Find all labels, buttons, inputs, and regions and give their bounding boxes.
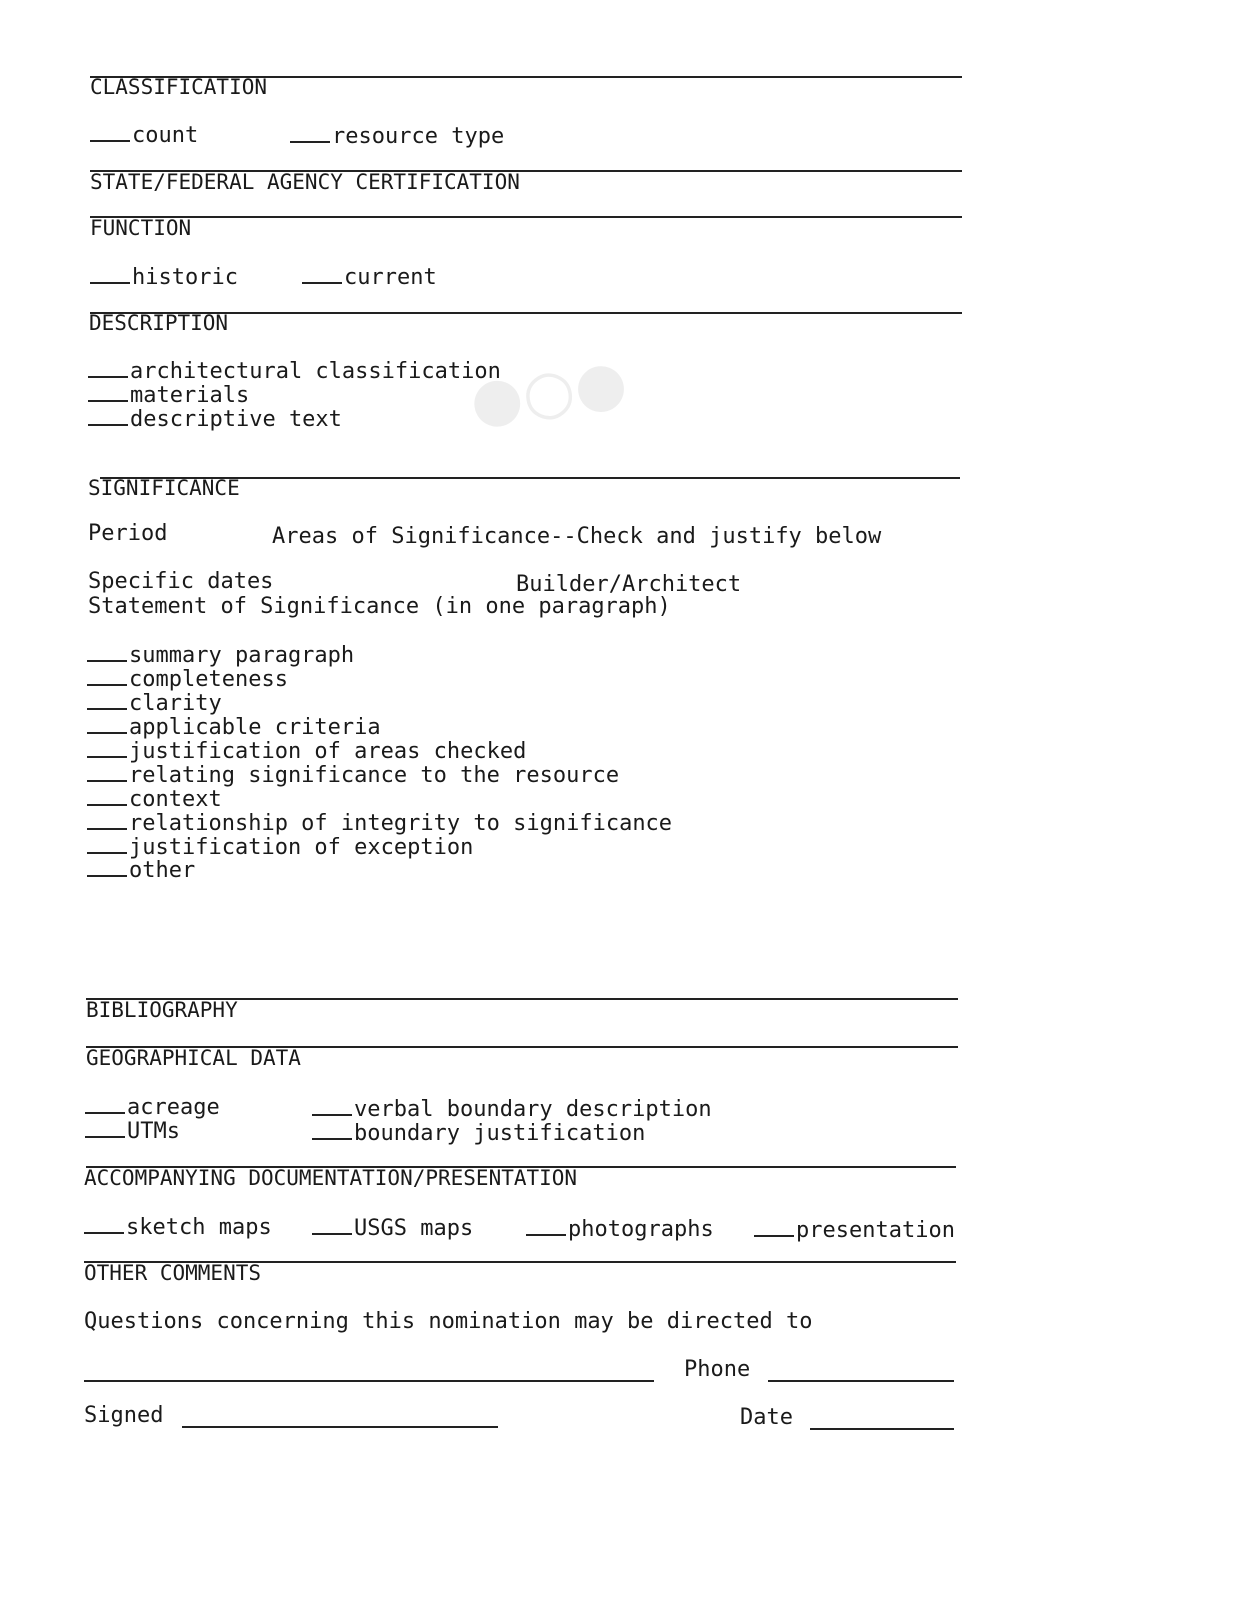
checkbox-blank[interactable] xyxy=(84,1214,124,1234)
checkbox-relating-significance[interactable] xyxy=(87,762,619,788)
checkbox-blank[interactable] xyxy=(88,406,128,426)
specific-dates-label: Specific dates xyxy=(88,569,274,594)
checkbox-usgs-maps[interactable] xyxy=(312,1215,473,1241)
checkbox-blank[interactable] xyxy=(87,690,127,710)
checkbox-label: descriptive text xyxy=(130,407,342,432)
checkbox-relationship-integrity[interactable] xyxy=(87,810,672,836)
checkbox-utms[interactable] xyxy=(85,1118,180,1144)
checkbox-boundary-justification[interactable] xyxy=(312,1120,645,1146)
checkbox-label: historic xyxy=(132,265,238,290)
areas-label: Areas of Significance--Check and justify below xyxy=(272,524,882,549)
checkbox-blank[interactable] xyxy=(88,358,128,378)
checkbox-blank[interactable] xyxy=(87,666,127,686)
checkbox-label: justification of exception xyxy=(129,835,474,860)
checkbox-blank[interactable] xyxy=(312,1120,352,1140)
checkbox-label: sketch maps xyxy=(126,1215,272,1240)
signed-label: Signed xyxy=(84,1403,164,1428)
checkbox-blank[interactable] xyxy=(87,810,127,830)
signature-field[interactable] xyxy=(182,1426,498,1428)
geographical-heading: GEOGRAPHICAL DATA xyxy=(86,1046,301,1070)
checkbox-blank[interactable] xyxy=(312,1096,352,1116)
date-field[interactable] xyxy=(810,1428,954,1430)
checkbox-count[interactable] xyxy=(90,122,198,148)
checkbox-blank[interactable] xyxy=(526,1216,566,1236)
checkbox-blank[interactable] xyxy=(87,857,127,877)
checkbox-label: other xyxy=(129,858,196,883)
checkbox-label: current xyxy=(344,265,437,290)
checkbox-label: resource type xyxy=(332,124,505,149)
checkbox-historic[interactable] xyxy=(90,264,238,290)
faint-stamp-watermark: ●○● xyxy=(465,346,632,438)
checkbox-applicable-criteria[interactable] xyxy=(87,714,381,740)
checkbox-label: materials xyxy=(130,383,250,408)
significance-heading: SIGNIFICANCE xyxy=(88,476,240,500)
checkbox-label: boundary justification xyxy=(354,1121,646,1146)
checkbox-label: count xyxy=(132,123,199,148)
date-label: Date xyxy=(740,1405,793,1430)
comments-heading: OTHER COMMENTS xyxy=(84,1261,262,1285)
checkbox-label: justification of areas checked xyxy=(129,739,527,764)
checkbox-blank[interactable] xyxy=(90,264,130,284)
period-label: Period xyxy=(88,521,168,546)
checkbox-label: clarity xyxy=(129,691,222,716)
checkbox-label: acreage xyxy=(127,1095,220,1120)
classification-heading: CLASSIFICATION xyxy=(90,75,268,99)
rule-function xyxy=(90,216,962,218)
checkbox-clarity[interactable] xyxy=(87,690,222,716)
checkbox-blank[interactable] xyxy=(90,122,130,142)
checkbox-resource-type[interactable] xyxy=(290,123,504,149)
documentation-heading: ACCOMPANYING DOCUMENTATION/PRESENTATION xyxy=(84,1166,578,1190)
checkbox-acreage[interactable] xyxy=(85,1094,220,1120)
checkbox-blank[interactable] xyxy=(290,123,330,143)
checkbox-completeness[interactable] xyxy=(87,666,288,692)
checkbox-presentation[interactable] xyxy=(754,1217,955,1243)
function-heading: FUNCTION xyxy=(90,216,192,240)
checkbox-architectural-classification[interactable] xyxy=(88,358,501,384)
checkbox-blank[interactable] xyxy=(87,786,127,806)
questions-text: Questions concerning this nomination may be directed to xyxy=(84,1309,813,1334)
checkbox-blank[interactable] xyxy=(85,1094,125,1114)
checkbox-blank[interactable] xyxy=(87,714,127,734)
checkbox-label: USGS maps xyxy=(354,1216,474,1241)
checkbox-label: completeness xyxy=(129,667,288,692)
checkbox-blank[interactable] xyxy=(754,1217,794,1237)
checkbox-justification-areas[interactable] xyxy=(87,738,526,764)
checkbox-other[interactable] xyxy=(87,857,195,883)
checkbox-label: summary paragraph xyxy=(129,643,355,668)
checkbox-blank[interactable] xyxy=(87,762,127,782)
checkbox-current[interactable] xyxy=(302,264,437,290)
checkbox-summary-paragraph[interactable] xyxy=(87,642,354,668)
bibliography-heading: BIBLIOGRAPHY xyxy=(86,998,238,1022)
checkbox-materials[interactable] xyxy=(88,382,249,408)
checkbox-blank[interactable] xyxy=(87,642,127,662)
checkbox-label: UTMs xyxy=(127,1119,180,1144)
checkbox-blank[interactable] xyxy=(87,738,127,758)
checkbox-blank[interactable] xyxy=(312,1215,352,1235)
phone-field[interactable] xyxy=(768,1380,954,1382)
statement-label: Statement of Significance (in one paragraph) xyxy=(88,594,671,619)
checkbox-label: relating significance to the resource xyxy=(129,763,620,788)
checkbox-label: photographs xyxy=(568,1217,714,1242)
checkbox-label: context xyxy=(129,787,222,812)
checkbox-label: relationship of integrity to significance xyxy=(129,811,673,836)
contact-name-field[interactable] xyxy=(84,1380,654,1382)
phone-label: Phone xyxy=(684,1357,751,1382)
checkbox-blank[interactable] xyxy=(85,1118,125,1138)
description-heading: DESCRIPTION xyxy=(89,311,229,335)
checkbox-sketch-maps[interactable] xyxy=(84,1214,272,1240)
builder-label: Builder/Architect xyxy=(516,572,742,597)
checkbox-descriptive-text[interactable] xyxy=(88,406,342,432)
checkbox-verbal-boundary[interactable] xyxy=(312,1096,712,1122)
checkbox-blank[interactable] xyxy=(302,264,342,284)
checkbox-blank[interactable] xyxy=(88,382,128,402)
checkbox-context[interactable] xyxy=(87,786,222,812)
checkbox-photographs[interactable] xyxy=(526,1216,714,1242)
checkbox-label: presentation xyxy=(796,1218,955,1243)
checkbox-blank[interactable] xyxy=(87,834,127,854)
checkbox-label: applicable criteria xyxy=(129,715,381,740)
certification-heading: STATE/FEDERAL AGENCY CERTIFICATION xyxy=(90,170,520,194)
checkbox-label: architectural classification xyxy=(130,359,501,384)
checkbox-label: verbal boundary description xyxy=(354,1097,712,1122)
